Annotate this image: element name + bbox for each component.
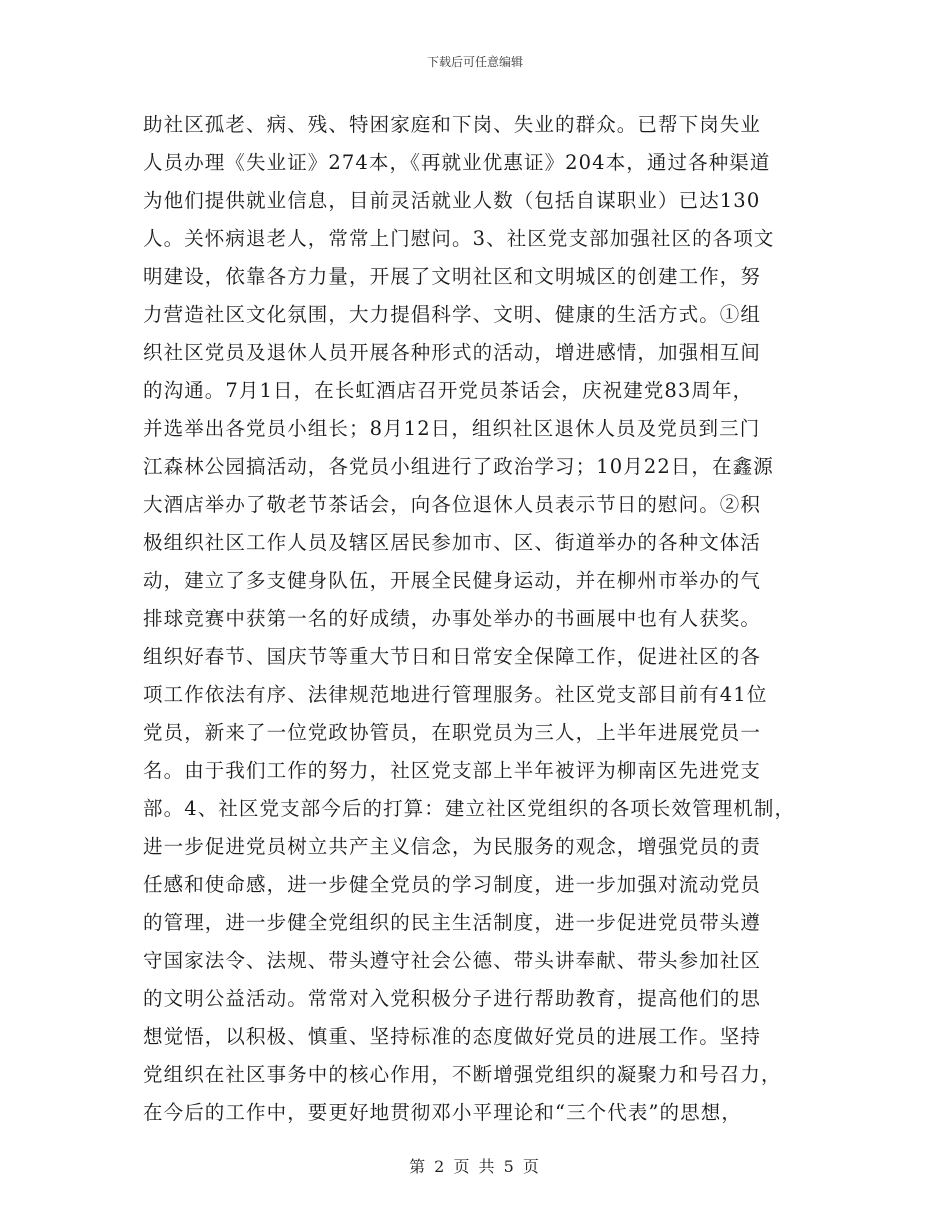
- text-line: 部。4、社区党支部今后的打算：建立社区党组织的各项长效管理机制，: [143, 797, 796, 820]
- text-line: 在今后的工作中，要更好地贯彻邓小平理论和“三个代表”的思想，: [143, 1101, 742, 1124]
- page-header: 下载后可任意编辑: [426, 55, 523, 69]
- text-line: 的文明公益活动。常常对入党积极分子进行帮助教育，提高他们的思: [143, 987, 762, 1010]
- text-line: 任感和使命感，进一步健全党员的学习制度，进一步加强对流动党员: [143, 873, 762, 896]
- text-line: 人。关怀病退老人，常常上门慰问。3、社区党支部加强社区的各项文: [143, 227, 775, 250]
- text-line: 织社区党员及退休人员开展各种形式的活动，增进感情，加强相互间: [143, 341, 762, 364]
- text-line: 名。由于我们工作的努力，社区党支部上半年被评为柳南区先进党支: [143, 759, 762, 782]
- text-line: 组织好春节、国庆节等重大节日和日常安全保障工作，促进社区的各: [143, 645, 762, 668]
- text-line: 人员办理《失业证》274本，《再就业优惠证》204本，通过各种渠道: [143, 151, 771, 174]
- text-line: 动，建立了多支健身队伍，开展全民健身运动，并在柳州市举办的气: [143, 569, 762, 592]
- text-line: 的管理，进一步健全党组织的民主生活制度，进一步促进党员带头遵: [143, 911, 762, 934]
- text-line: 江森林公园搞活动，各党员小组进行了政治学习；10月22日，在鑫源: [143, 455, 774, 478]
- text-line: 的沟通。7月1日，在长虹酒店召开党员茶话会，庆祝建党83周年，: [143, 379, 754, 402]
- text-line: 党员，新来了一位党政协管员，在职党员为三人，上半年进展党员一: [143, 721, 762, 744]
- text-line: 为他们提供就业信息，目前灵活就业人数（包括自谋职业）已达130: [143, 189, 761, 212]
- text-line: 进一步促进党员树立共产主义信念，为民服务的观念，增强党员的责: [143, 835, 762, 858]
- text-line: 极组织社区工作人员及辖区居民参加市、区、街道举办的各种文体活: [143, 531, 762, 554]
- page-number: 第 2 页 共 5 页: [409, 1157, 541, 1176]
- text-line: 党组织在社区事务中的核心作用，不断增强党组织的凝聚力和号召力，: [143, 1063, 782, 1086]
- text-line: 力营造社区文化氛围，大力提倡科学、文明、健康的生活方式。①组: [143, 303, 762, 326]
- document-body: [143, 106, 823, 1132]
- text-line: 并选举出各党员小组长；8月12日，组织社区退休人员及党员到三门: [143, 417, 761, 440]
- text-line: 助社区孤老、病、残、特困家庭和下岗、失业的群众。已帮下岗失业: [143, 113, 762, 136]
- text-line: 守国家法令、法规、带头遵守社会公德、带头讲奉献、带头参加社区: [143, 949, 762, 972]
- text-line: 大酒店举办了敬老节茶话会，向各位退休人员表示节日的慰问。②积: [143, 493, 762, 516]
- text-line: 明建设，依靠各方力量，开展了文明社区和文明城区的创建工作，努: [143, 265, 762, 288]
- text-line: 想觉悟，以积极、慎重、坚持标准的态度做好党员的进展工作。坚持: [143, 1025, 762, 1048]
- text-line: 项工作依法有序、法律规范地进行管理服务。社区党支部目前有41位: [143, 683, 768, 706]
- text-line: 排球竞赛中获第一名的好成绩，办事处举办的书画展中也有人获奖。: [143, 607, 762, 630]
